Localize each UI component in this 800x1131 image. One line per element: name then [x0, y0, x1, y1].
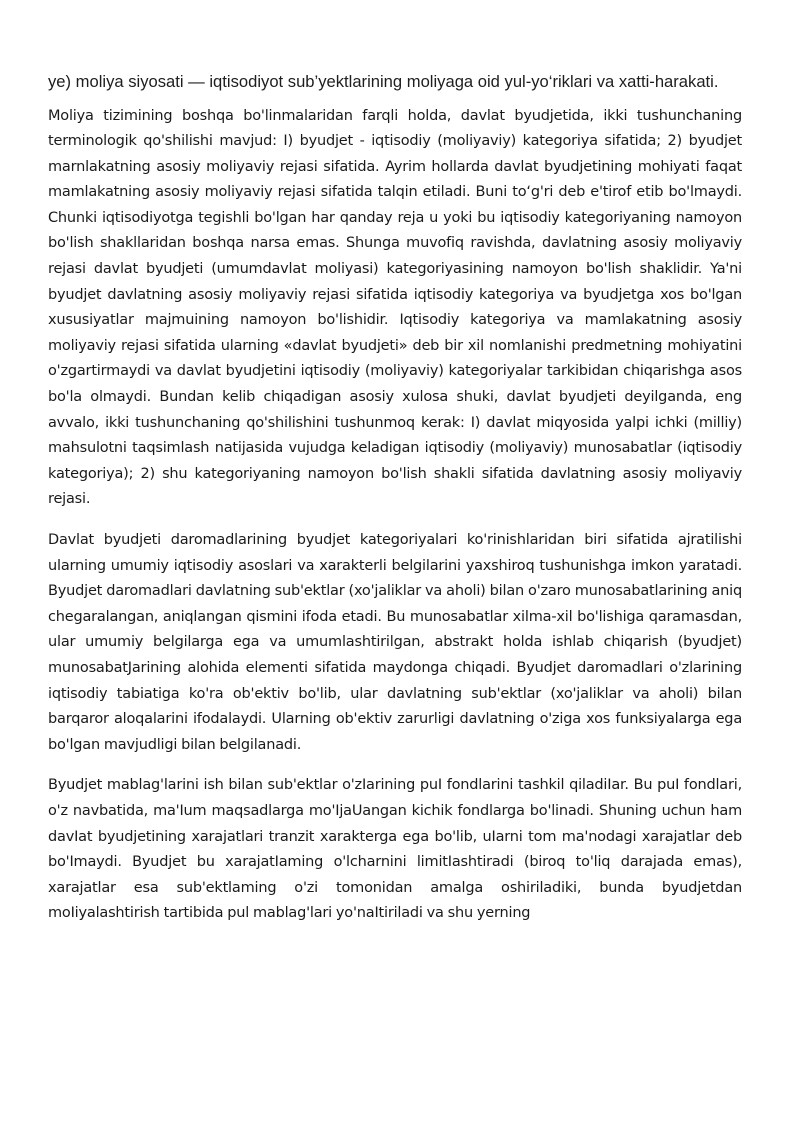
document-page [48, 70, 742, 927]
body-paragraph-3: Byudjet mablag'larini ish bilan sub'ektlar o'zIarining puI fondlarini tashkil qiladiIar. Bu puI fondlari, o'z navbatida, ma'Ium maqsadlarga mo'IjaUangan kichik fondlarga bo'linadi. Shuning uchun ham davIat byudjetining xarajatlari tranzit xarakterga ega bo'lib, uIarni tom ma'nodagi xarajatlar deb bo'Imaydi. Byudjet bu xarajatIaming o'lcharnini limitIashtiradi (biroq to'liq darajada emas), xarajatlar esa sub'ektlaming o'zi tomonidan amalga oshiriladiki, bunda byudjetdan moIiyalashtirish tartibida pul mablag'lari yo'naItiriladi va shu yerning [48, 777, 742, 922]
body-paragraph-1: Moliya tizimining boshqa bo'linmalaridan farqli holda, davlat byudjetida, ikki tushunchaning terminologik qo'shilishi mavjud: I) byudjet - iqtisodiy (moliyaviy) kategoriya sifatida; 2) byudjet marnlakatning asosiy moliyaviy rejasi sifatida. Ayrim hollarda davlat byudjetining mohiyati faqat mamlakatning asosiy moliyaviy rejasi sifatida talqin etiladi. Buni to‘g'ri deb e'tirof etib bo'lmaydi. Chunki iqtisodiyotga tegishli bo'lgan har qanday reja u yoki bu iqtisodiy kategoriyaning namoyon bo'lish shakllaridan boshqa narsa emas. Shunga muvofiq ravishda, davlatning asosiy moliyaviy rejasi davlat byudjeti (umumdavlat moliyasi) kategoriyasining namoyon bo'lish shaklidir. Ya'ni byudjet davlatning asosiy moliyaviy rejasi sifatida iqtisodiy kategoriya va byudjetga xos bo'lgan xususiyatlar majmuining namoyon bo'lishidir. Iqtisodiy kategoriya va mamlakatning asosiy moliyaviy rejasi sifatida ularning «davlat byudjeti» deb bir xil nomlanishi predmetning mohiyatini o'zgartirmaydi va davlat byudjetini iqtisodiy (moliyaviy) kategoriyalar tarkibidan chiqarishga asos bo'la olmaydi. Bundan kelib chiqadigan asosiy xulosa shuki, davlat byudjeti deyilganda, eng avvalo, ikki tushunchaning qo'shilishini tushunmoq kerak: I) davlat miqyosida yalpi ichki (milliy) mahsulotni taqsimlash natijasida vujudga keladigan iqtisodiy (moliyaviy) munosabatlar (iqtisodiy kategoriya); 2) shu kategoriyaning namoyon bo'lish shakli sifatida davlatning asosiy moliyaviy rejasi. [48, 107, 742, 508]
lead-paragraph: ye) moliya siyosati — iqtisodiyot sub’yektlarining moliyaga oid yul-yo‘riklari va xatti-harakati. [48, 72, 719, 91]
body-paragraph-2: Davlat byudjeti daromadlarining byudjet kategoriyalari ko'rinishlaridan biri sifatida ajratilishi ularning umumiy iqtisodiy asoslari va xarakterli belgilarini yaxshiroq tushunishga imkon yaratadi. Byudjet daromadlari davlatning sub'ektlar (xo'jaliklar va aholi) bilan o'zaro munosabatlarining aniq chegaralangan, aniqlangan qismini ifoda etadi. Bu munosabatlar xilma-xil bo'lishiga qaramasdan, ular umumiy belgilarga ega va umumlashtirilgan, abstrakt holda ishlab chiqarish (byudjet) munosabatJarining alohida elementi sifatida maydonga chiqadi. Byudjet daromadlari o'zlarining iqtisodiy tabiatiga ko'ra ob'ektiv bo'lib, ular davlatning sub'ektlar (xo'jaliklar va aholi) bilan barqaror aloqalarini ifodalaydi. Ularning ob'ektiv zarurligi davlatning o'ziga xos funksiyalarga ega bo'lgan mavjudligi bilan belgilanadi. [48, 532, 742, 753]
